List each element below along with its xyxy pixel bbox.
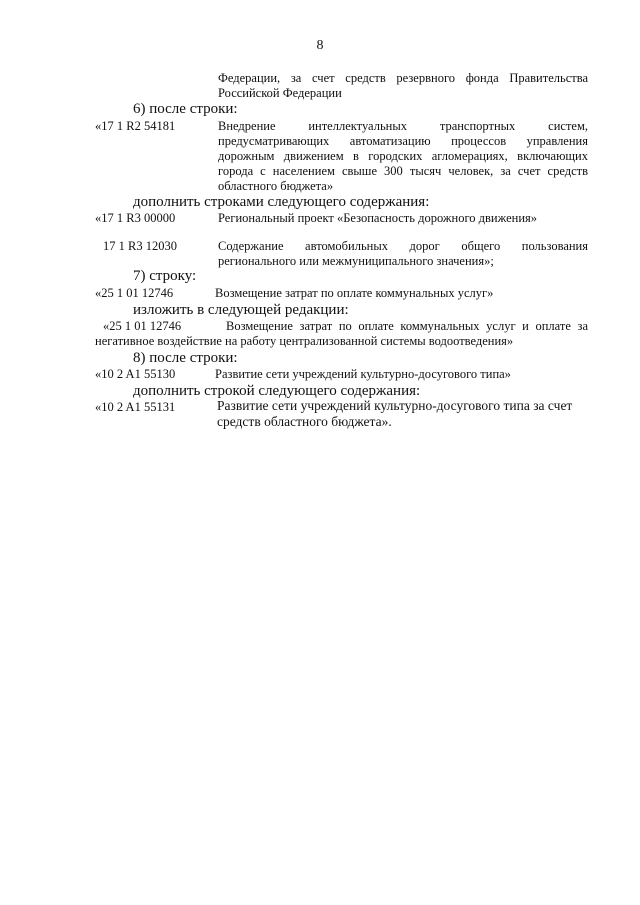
item-6-line-5: областного бюджета» bbox=[218, 179, 334, 193]
item-8-heading: 8) после строки: bbox=[133, 350, 238, 366]
item-6-line-2: предусматривающих автоматизацию процессов управления bbox=[218, 134, 588, 148]
item-6-code: «17 1 R2 54181 bbox=[95, 119, 176, 133]
item-7-text: Возмещение затрат по оплате коммунальных услуг» bbox=[215, 286, 494, 300]
add-row-2-line-1: Содержание автомобильных дорог общего пользования bbox=[218, 239, 588, 253]
item-6-line-1: Внедрение интеллектуальных транспортных систем, bbox=[218, 119, 588, 133]
add-row-2-code: 17 1 R3 12030 bbox=[103, 239, 177, 253]
intro-line-1: Федерации, за счет средств резервного фонда Правительства bbox=[218, 71, 588, 85]
item-6-add-heading: дополнить строками следующего содержания: bbox=[133, 194, 430, 210]
item-8-add-code: «10 2 A1 55131 bbox=[95, 400, 176, 414]
item-8-add-line-1: Развитие сети учреждений культурно-досугового типа за счет bbox=[217, 398, 573, 413]
item-7-code: «25 1 01 12746 bbox=[95, 286, 174, 300]
item-8-text: Развитие сети учреждений культурно-досугового типа» bbox=[215, 367, 511, 381]
item-6-description bbox=[218, 119, 588, 194]
item-8-add-heading: дополнить строкой следующего содержания: bbox=[133, 383, 421, 399]
add-row-2-line-2: регионального или межмуниципального значения»; bbox=[218, 254, 494, 268]
item-7-edit-heading: изложить в следующей редакции: bbox=[133, 302, 349, 318]
item-7-new-line-1: Возмещение затрат по оплате коммунальных услуг и оплате за bbox=[226, 319, 588, 333]
item-6-line-3: дорожным движением в городских агломерациях, включающих bbox=[218, 149, 588, 163]
item-8-code: «10 2 A1 55130 bbox=[95, 367, 176, 381]
add-row-1-code: «17 1 R3 00000 bbox=[95, 211, 176, 225]
add-row-1-text: Региональный проект «Безопасность дорожного движения» bbox=[218, 211, 538, 225]
item-7-heading: 7) строку: bbox=[133, 268, 197, 284]
item-6-heading: 6) после строки: bbox=[133, 101, 238, 117]
add-row-2-description bbox=[218, 239, 588, 269]
item-8-add-line-2: средств областного бюджета». bbox=[217, 414, 392, 429]
item-7-new-line-2: негативное воздействие на работу централизованной системы водоотведения» bbox=[95, 334, 514, 348]
item-8-add-description bbox=[217, 398, 597, 430]
intro-line-2: Российской Федерации bbox=[218, 86, 342, 100]
item-7-new-code: «25 1 01 12746 bbox=[103, 319, 182, 333]
page-number: 8 bbox=[316, 38, 324, 53]
item-6-line-4: города с населением свыше 300 тысяч человек, за счет средств bbox=[218, 164, 588, 178]
